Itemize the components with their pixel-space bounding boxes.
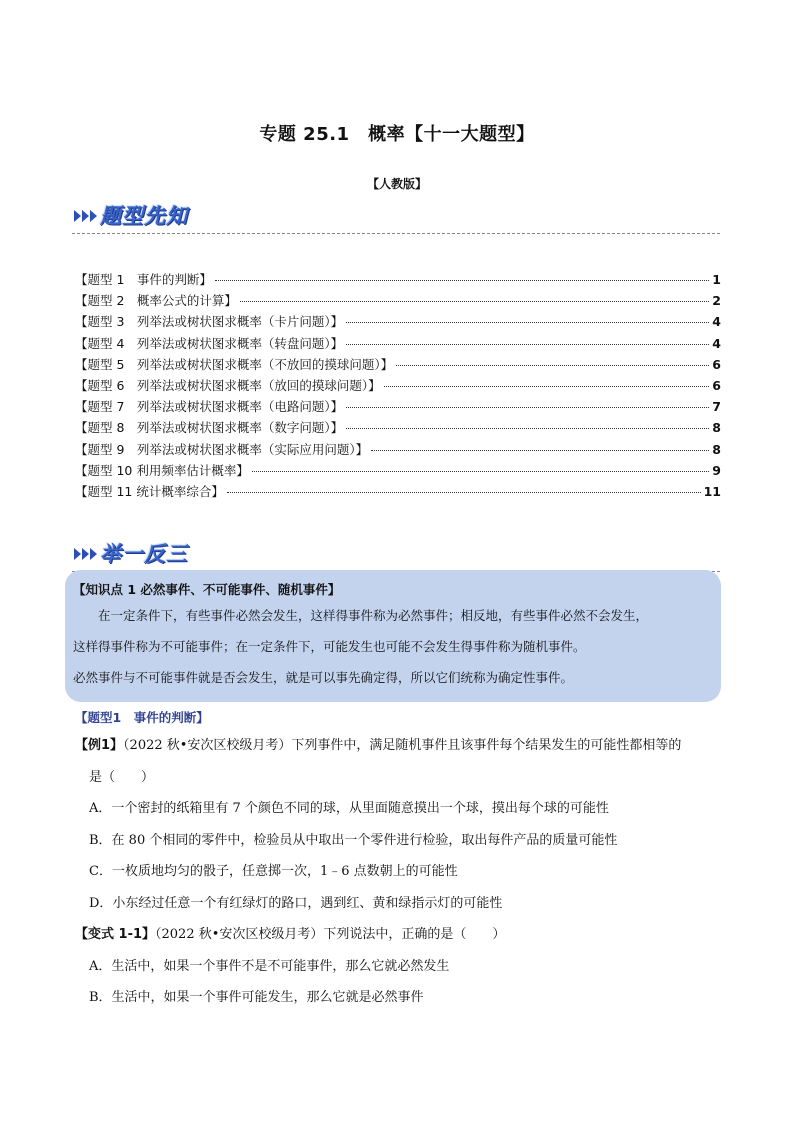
question-text: （2022 秋•安次区校级月考）下列说法中，正确的是（ ） [155,927,506,942]
toc-leader-dots [346,344,709,345]
toc-item[interactable] [75,291,721,312]
table-of-contents [75,270,721,503]
toc-item[interactable] [75,482,721,503]
option-b: B．在 80 个相同的零件中，检验员从中取出一个零件进行检验，取出每件产品的质量可能性 [89,832,618,848]
toc-leader-dots [227,492,701,493]
option-a: A．一个密封的纸箱里有 7 个颜色不同的球，从里面随意摸出一个球，摸出每个球的可能性 [89,801,609,816]
toc-item-label: 【题型 6 列举法或树状图求概率（放回的摸球问题）】 [75,377,381,393]
dashed-divider [72,233,720,234]
toc-item-label: 【题型 5 列举法或树状图求概率（不放回的摸球问题）】 [75,356,394,372]
section-banner-toc [72,196,720,230]
toc-leader-dots [396,365,709,366]
toc-item-label: 【题型 3 列举法或树状图求概率（卡片问题）】 [75,314,344,330]
option-b: B．生活中，如果一个事件可能发生，那么它就是必然事件 [89,990,424,1005]
toc-page-number: 2 [712,293,721,309]
triple-arrow-icon [74,548,97,562]
toc-page-number: 6 [712,356,721,372]
section-heading: 【题型1 事件的判断】 [75,710,209,725]
toc-page-number: 8 [712,420,721,436]
toc-page-number: 4 [712,335,721,351]
example-question [75,730,725,793]
knowledge-text: 在一定条件下，有些事件必然会发生，这样得事件称为必然事件；相反地，有些事件必然不会发生， [98,608,649,623]
toc-leader-dots [346,322,709,323]
toc-item-label: 【题型 11 统计概率综合】 [75,483,224,499]
section-banner-examples [72,534,720,568]
toc-item[interactable] [75,312,721,333]
toc-item-label: 【题型 2 概率公式的计算】 [75,293,237,309]
banner-title: 举一反三 [100,542,188,566]
toc-item-label: 【题型 9 列举法或树状图求概率（实际应用问题）】 [75,441,369,457]
toc-page-number: 6 [712,377,721,393]
toc-leader-dots [346,407,709,408]
question-text-cont: 是（ ） [89,769,155,785]
toc-page-number: 8 [712,441,721,457]
toc-leader-dots [346,428,709,429]
toc-item-label: 【题型 8 列举法或树状图求概率（数字问题）】 [75,420,344,436]
toc-item[interactable] [75,270,721,291]
page-title: 专题 25.1 概率【十一大题型】 [259,124,535,145]
toc-leader-dots [384,386,710,387]
question-text: （2022 秋•安次区校级月考）下列事件中，满足随机事件且该事件每个结果发生的可能性都相等的 [123,738,682,753]
toc-page-number: 9 [712,462,721,478]
toc-item-label: 【题型 4 列举法或树状图求概率（转盘问题）】 [75,335,344,351]
toc-item[interactable] [75,440,721,461]
variant-question [75,919,725,951]
toc-item-label: 【题型 7 列举法或树状图求概率（电路问题）】 [75,399,344,415]
toc-page-number: 7 [712,399,721,415]
knowledge-text: 这样得事件称为不可能事件；在一定条件下，可能发生也可能不会发生得事件称为随机事件。 [73,639,586,654]
toc-item[interactable] [75,376,721,397]
edition-label: 【人教版】 [366,177,427,191]
knowledge-text: 必然事件与不可能事件就是否会发生，就是可以事先确定得，所以它们统称为确定性事件。 [73,670,574,685]
toc-item-label: 【题型 1 事件的判断】 [75,272,212,287]
question-label: 【例1】 [75,738,124,753]
option-a: A．生活中，如果一个事件不是不可能事件，那么它就必然发生 [89,958,450,974]
toc-item[interactable] [75,461,721,482]
knowledge-box [65,570,721,702]
toc-leader-dots [215,280,709,281]
toc-leader-dots [252,471,709,472]
triple-arrow-icon [74,210,97,224]
toc-page-number: 11 [703,483,721,499]
option-c: C．一枚质地均匀的骰子，任意掷一次，1﹣6 点数朝上的可能性 [89,864,458,879]
toc-leader-dots [240,301,709,302]
toc-item-label: 【题型 10 利用频率估计概率】 [75,462,249,478]
toc-item[interactable] [75,334,721,355]
toc-item[interactable] [75,418,721,439]
toc-item[interactable] [75,397,721,418]
knowledge-heading: 【知识点 1 必然事件、不可能事件、随机事件】 [73,582,341,597]
option-d: D．小东经过任意一个有红绿灯的路口，遇到红、黄和绿指示灯的可能性 [89,895,503,911]
question-label: 【变式 1-1】 [75,927,156,942]
toc-page-number: 4 [712,314,721,330]
toc-page-number: 1 [712,272,721,287]
banner-title: 题型先知 [100,204,188,228]
toc-leader-dots [371,450,709,451]
section-content [75,708,725,1014]
toc-item[interactable] [75,355,721,376]
